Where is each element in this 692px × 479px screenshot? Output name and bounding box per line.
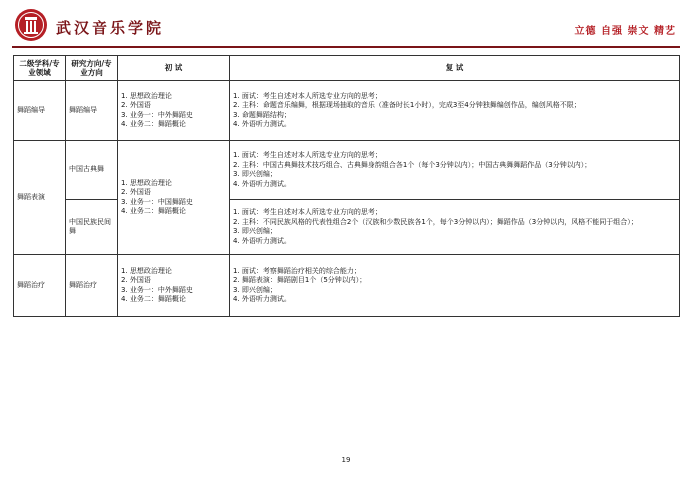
preliminary-item: 4. 业务二：舞蹈概论 bbox=[121, 120, 186, 128]
preliminary-item: 3. 业务一：中外舞蹈史 bbox=[121, 110, 193, 119]
retest-cell bbox=[230, 81, 680, 141]
retest-cell bbox=[230, 255, 680, 317]
retest-item: 4. 外语听力测试。 bbox=[233, 120, 291, 128]
direction-cell: 中国古典舞 bbox=[66, 141, 118, 200]
retest-item: 1. 面试：考察舞蹈治疗相关的综合能力； bbox=[233, 266, 361, 275]
discipline-cell: 舞蹈编导 bbox=[14, 81, 66, 141]
preliminary-cell bbox=[118, 81, 230, 141]
retest-item: 2. 主科：中国古典舞技术技巧组合、古典舞身韵组合各1个（每个3分钟以内）；中国古典舞舞蹈作品（3分钟以内）； bbox=[233, 160, 592, 169]
discipline-cell: 舞蹈表演 bbox=[14, 141, 66, 255]
retest-cell bbox=[230, 141, 680, 200]
discipline-cell: 舞蹈治疗 bbox=[14, 255, 66, 317]
retest-item: 4. 外语听力测试。 bbox=[233, 179, 291, 188]
retest-item: 3. 即兴创编； bbox=[233, 227, 277, 235]
preliminary-item: 2. 外国语 bbox=[121, 101, 151, 109]
retest-item: 4. 外语听力测试。 bbox=[233, 295, 291, 303]
school-motto: 立德 自强 崇文 精艺 bbox=[574, 26, 676, 37]
retest-item: 2. 主科：不同民族风格的代表性组合2个（汉族和少数民族各1个，每个3分钟以内）；舞蹈作品（3分钟以内，风格不能同于组合）； bbox=[233, 217, 638, 226]
retest-item: 3. 命题舞蹈结构； bbox=[233, 110, 291, 119]
table-row bbox=[14, 200, 680, 255]
preliminary-item: 3. 业务一：中国舞蹈史 bbox=[121, 197, 193, 206]
table-row bbox=[14, 255, 680, 317]
school-logo bbox=[14, 8, 48, 42]
preliminary-cell bbox=[118, 141, 230, 255]
header-preliminary: 初 试 bbox=[118, 56, 230, 81]
retest-item: 1. 面试：考生自述对本人所选专业方向的思考； bbox=[233, 91, 382, 100]
table-header-row bbox=[14, 56, 680, 81]
preliminary-item: 1. 思想政治理论 bbox=[121, 91, 172, 100]
preliminary-item: 1. 思想政治理论 bbox=[121, 178, 172, 187]
preliminary-item: 1. 思想政治理论 bbox=[121, 266, 172, 275]
preliminary-cell bbox=[118, 255, 230, 317]
header-divider bbox=[12, 46, 680, 48]
retest-item: 3. 即兴创编； bbox=[233, 285, 277, 294]
table-row bbox=[14, 141, 680, 200]
header-direction: 研究方向/专业方向 bbox=[66, 56, 118, 81]
direction-cell: 中国民族民间舞 bbox=[66, 200, 118, 255]
header-discipline: 二级学科/专业领域 bbox=[14, 56, 66, 81]
page-header bbox=[12, 8, 680, 42]
preliminary-item: 3. 业务一：中外舞蹈史 bbox=[121, 285, 193, 294]
retest-cell bbox=[230, 200, 680, 255]
retest-item: 4. 外语听力测试。 bbox=[233, 236, 291, 245]
direction-cell: 舞蹈编导 bbox=[66, 81, 118, 141]
preliminary-item: 4. 业务二：舞蹈概论 bbox=[121, 207, 186, 215]
table-row bbox=[14, 81, 680, 141]
retest-item: 1. 面试：考生自述对本人所选专业方向的思考； bbox=[233, 151, 382, 159]
page-number: 19 bbox=[341, 456, 351, 464]
retest-item: 2. 舞蹈表演：舞蹈剧目1个（5分钟以内）； bbox=[233, 276, 367, 284]
exam-subjects-table bbox=[13, 55, 680, 317]
retest-item: 3. 即兴创编； bbox=[233, 170, 277, 178]
direction-cell: 舞蹈治疗 bbox=[66, 255, 118, 317]
preliminary-item: 4. 业务二：舞蹈概论 bbox=[121, 295, 186, 303]
school-name: 武汉音乐学院 bbox=[56, 19, 165, 37]
preliminary-item: 2. 外国语 bbox=[121, 188, 151, 196]
header-retest: 复 试 bbox=[230, 56, 680, 81]
preliminary-item: 2. 外国语 bbox=[121, 276, 151, 284]
retest-item: 1. 面试：考生自述对本人所选专业方向的思考； bbox=[233, 208, 382, 216]
retest-item: 2. 主科：命题音乐编舞，根据现场抽取的音乐（准备时长1小时），完成3至4分钟独舞编创作品，编创风格不限； bbox=[233, 101, 581, 109]
